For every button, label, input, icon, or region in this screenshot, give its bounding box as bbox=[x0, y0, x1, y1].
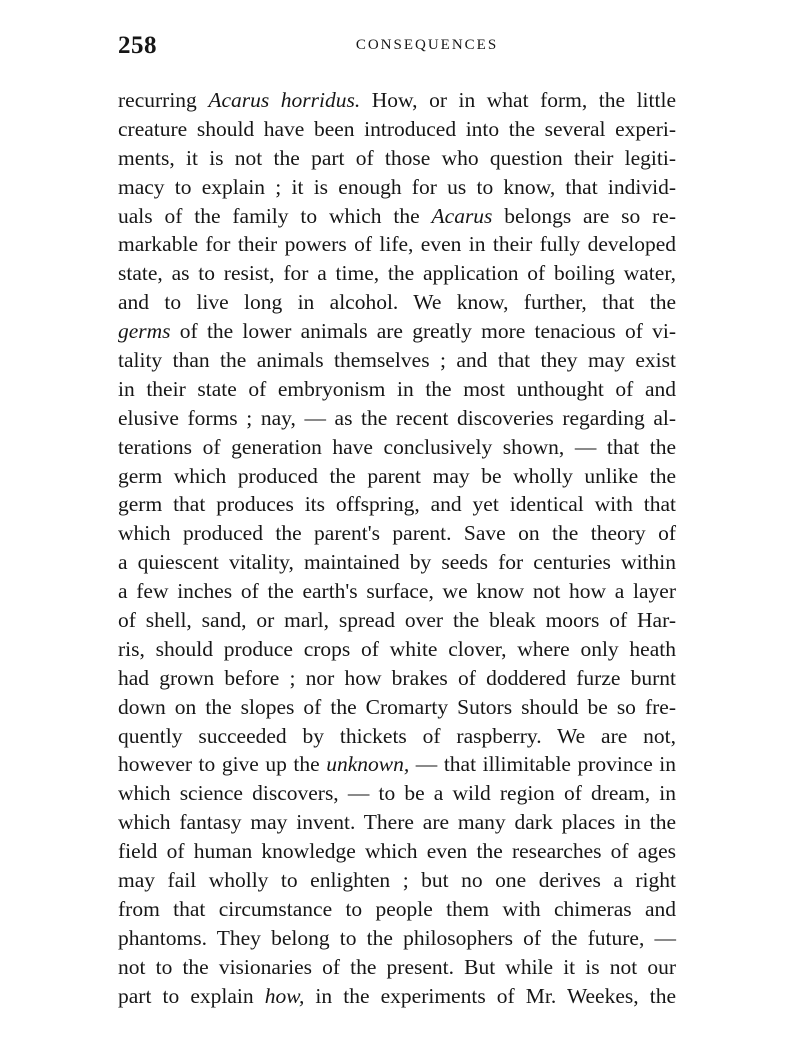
text-run: of shell, sand, or marl, spread over the bleak moors of Har- bbox=[118, 608, 676, 633]
text-run: part to explain bbox=[118, 983, 265, 1008]
text-line bbox=[118, 86, 676, 115]
text-run: in their state of embryonism in the most unthought of and bbox=[118, 376, 676, 401]
text-line bbox=[118, 490, 676, 519]
text-line bbox=[118, 722, 676, 751]
text-run: down on the slopes of the Cromarty Sutors should be so fre- bbox=[118, 694, 676, 719]
text-line bbox=[118, 288, 676, 317]
text-run: — that illimitable province in bbox=[409, 752, 676, 777]
text-run: a quiescent vitality, maintained by seeds for centuries within bbox=[118, 550, 676, 575]
text-line bbox=[118, 779, 676, 808]
text-run: may fail wholly to enlighten ; but no one derives a right bbox=[118, 868, 676, 893]
text-run: macy to explain ; it is enough for us to know, that individ- bbox=[118, 174, 676, 199]
text-run: creature should have been introduced into the several experi- bbox=[118, 116, 676, 141]
body-text bbox=[118, 86, 676, 1011]
text-line bbox=[118, 664, 676, 693]
text-line bbox=[118, 173, 676, 202]
text-line bbox=[118, 982, 676, 1011]
text-run: which produced the parent's parent. Save on the theory of bbox=[118, 521, 676, 546]
text-run: terations of generation have conclusively shown, — that the bbox=[118, 434, 676, 459]
page-number: 258 bbox=[118, 32, 157, 59]
text-line bbox=[118, 317, 676, 346]
text-run: belongs are so re- bbox=[492, 203, 676, 228]
text-line bbox=[118, 635, 676, 664]
text-line bbox=[118, 375, 676, 404]
text-run: ris, should produce crops of white clover, where only heath bbox=[118, 636, 676, 661]
text-run: a few inches of the earth's surface, we know not how a layer bbox=[118, 579, 676, 604]
text-line bbox=[118, 202, 676, 231]
text-line bbox=[118, 895, 676, 924]
text-run: How, or in what form, the little bbox=[360, 88, 676, 112]
text-run: recurring bbox=[118, 88, 209, 112]
text-line bbox=[118, 693, 676, 722]
text-run: which science discovers, — to be a wild region of dream, in bbox=[118, 781, 676, 806]
text-line bbox=[118, 404, 676, 433]
text-run: in the experiments of Mr. Weekes, the bbox=[304, 983, 676, 1008]
running-head bbox=[118, 32, 678, 66]
text-run: phantoms. They belong to the philosophers of the future, — bbox=[118, 925, 676, 950]
text-run: state, as to resist, for a time, the application of boiling water, bbox=[118, 261, 676, 286]
italic-term: Acarus bbox=[431, 203, 493, 228]
text-line bbox=[118, 924, 676, 953]
text-run: not to the visionaries of the present. But while it is not our bbox=[118, 954, 676, 979]
text-line bbox=[118, 462, 676, 491]
text-line bbox=[118, 750, 676, 779]
text-line bbox=[118, 433, 676, 462]
text-line bbox=[118, 837, 676, 866]
italic-term: Acarus horridus. bbox=[208, 88, 361, 112]
text-line bbox=[118, 866, 676, 895]
text-line bbox=[118, 144, 676, 173]
text-run: had grown before ; nor how brakes of doddered furze burnt bbox=[118, 665, 676, 690]
text-run: germ which produced the parent may be wholly unlike the bbox=[118, 463, 676, 488]
text-run: tality than the animals themselves ; and that they may exist bbox=[118, 348, 676, 373]
text-line bbox=[118, 577, 676, 606]
text-run: quently succeeded by thickets of raspberry. We are not, bbox=[118, 723, 676, 748]
text-run: however to give up the bbox=[118, 752, 327, 777]
text-run: germ that produces its offspring, and yet identical with that bbox=[118, 492, 676, 517]
running-title: CONSEQUENCES bbox=[355, 37, 499, 53]
italic-term: how, bbox=[264, 983, 305, 1008]
italic-term: unknown, bbox=[326, 752, 410, 777]
text-line bbox=[118, 548, 676, 577]
text-line bbox=[118, 953, 676, 982]
text-line bbox=[118, 259, 676, 288]
text-run: from that circumstance to people them with chimeras and bbox=[118, 896, 676, 921]
text-run: markable for their powers of life, even in their fully developed bbox=[118, 232, 676, 257]
text-run: ments, it is not the part of those who question their legiti- bbox=[118, 145, 676, 170]
text-run: elusive forms ; nay, — as the recent discoveries regarding al- bbox=[118, 405, 676, 430]
text-run: which fantasy may invent. There are many dark places in the bbox=[118, 810, 676, 835]
text-line bbox=[118, 808, 676, 837]
text-line bbox=[118, 346, 676, 375]
text-line bbox=[118, 519, 676, 548]
text-run: uals of the family to which the bbox=[118, 203, 432, 228]
text-run: and to live long in alcohol. We know, further, that the bbox=[118, 290, 676, 315]
text-run: of the lower animals are greatly more tenacious of vi- bbox=[170, 319, 676, 344]
italic-term: germs bbox=[118, 319, 171, 344]
text-line bbox=[118, 115, 676, 144]
text-line bbox=[118, 230, 676, 259]
text-run: field of human knowledge which even the researches of ages bbox=[118, 839, 676, 864]
text-line bbox=[118, 606, 676, 635]
